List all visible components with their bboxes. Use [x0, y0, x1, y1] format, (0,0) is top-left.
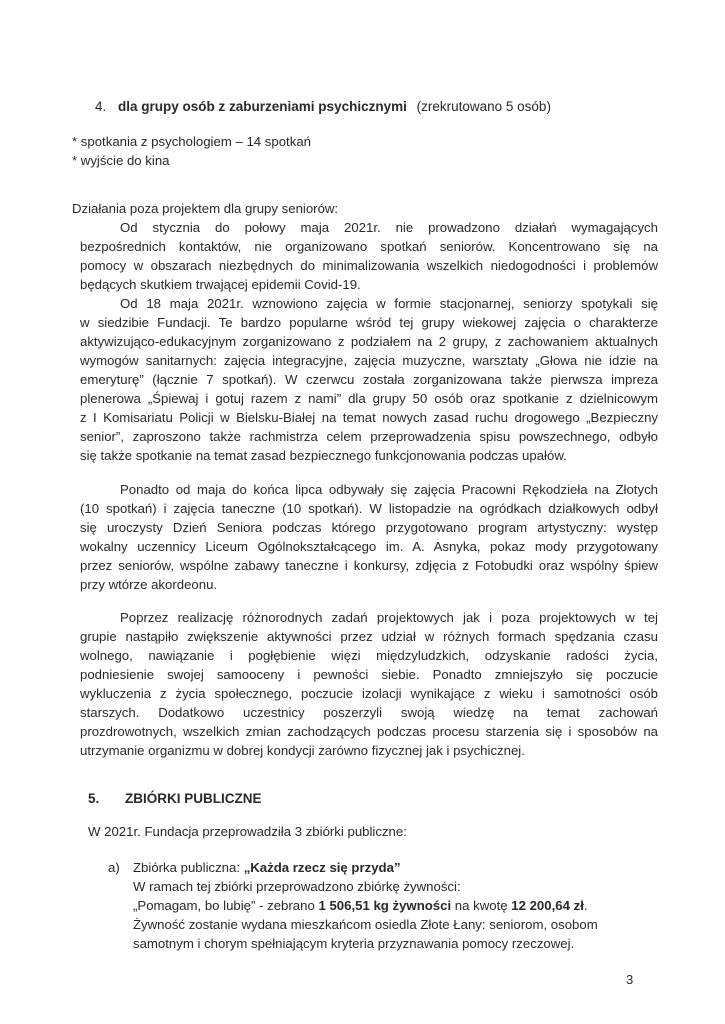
section-5-heading: [88, 790, 262, 808]
paragraph-line: Od 18 maja 2021r. wznowiono zajęcia w formie stacjonarnej, seniorzy spotykali się: [120, 296, 658, 311]
paragraph-line: pomocy w obszarach niezbędnych do minimalizowania wszelkich niedogodności i problemów: [80, 258, 658, 273]
paragraph-line: Ponadto od maja do końca lipca odbywały się zajęcia Pracowni Rękodzieła na Złotych: [120, 482, 658, 497]
paragraph-line: utrzymanie organizmu w dobrej kondycji zarówno fizycznej jak i psychicznej.: [80, 743, 525, 758]
list-marker: a): [108, 860, 120, 875]
food-amount: 1 506,51 kg żywności: [318, 898, 452, 913]
list-item-line: [133, 897, 588, 915]
paragraph-line: Poprzez realizację różnorodnych zadań projektowych jak i poza projektowych w tej: [120, 610, 658, 625]
section-number: 4.: [95, 99, 107, 114]
section-5-intro: W 2021r. Fundacja przeprowadziła 3 zbiórki publiczne:: [88, 824, 407, 839]
paragraph-line: będących skutkiem trwającej epidemii Covid-19.: [80, 277, 361, 292]
list-item-line: samotnym i chorym spełniającym kryteria przyznawania pomocy rzeczowej.: [133, 936, 575, 951]
paragraph-line: Od stycznia do połowy maja 2021r. nie prowadzono działań wymagających: [120, 220, 658, 235]
paragraph-line: grupie nastąpiło zwiększenie aktywności przez udział w różnych formach spędzania czasu: [80, 629, 658, 644]
line-text: „Pomagam, bo lubię” - zebrano: [133, 898, 319, 913]
paragraph-line: wykluczenia z życia społecznego, poczucie izolacji wynikające z wieku i samotności osób: [80, 686, 658, 701]
paragraph-line: z I Komisariatu Policji w Bielsku-Białej na temat nowych zasad ruchu drogowego „Bezpieczny: [80, 410, 658, 425]
paragraph-line: emeryturę” (łącznie 7 spotkań). W czerwcu została zorganizowana także pierwsza impreza: [80, 372, 658, 387]
item-label: Zbiórka publiczna:: [133, 860, 244, 875]
paragraph-line: bezpośrednich kontaktów, nie organizowano spotkań seniorów. Koncentrowano się na: [80, 239, 658, 254]
paragraph-line: prozdrowotnych, wszelkich zmian zachodzących podczas procesu starzenia się i sposobów na: [80, 724, 658, 739]
paragraph-line: senior”, zaproszono także rachmistrza celem przeprowadzenia spisu powszechnego, odbyło: [80, 429, 658, 444]
paragraph-line: plenerowa „Śpiewaj i gotuj razem z nami” dla grupy 50 osób oraz spotkanie z dzielnicowym: [80, 391, 658, 406]
bullet-item: * wyjście do kina: [72, 153, 170, 168]
line-text: .: [583, 898, 588, 913]
paragraph-line: (10 spotkań) i zajęcia taneczne (10 spotkań). W listopadzie na ogródkach działkowych odbył: [80, 501, 658, 516]
outside-project-heading: Działania poza projektem dla grupy seniorów:: [72, 201, 339, 216]
section-title: ZBIÓRKI PUBLICZNE: [125, 791, 262, 806]
section-title: dla grupy osób z zaburzeniami psychicznymi: [118, 99, 407, 114]
section-number: 5.: [88, 791, 100, 806]
list-item-line: Żywność zostanie wydana mieszkańcom osiedla Złote Łany: seniorom, osobom: [133, 917, 598, 932]
paragraph-line: wymogów sanitarnych: zajęcia integracyjne, zajęcia muzyczne, warsztaty „Głowa nie idzie na: [80, 353, 658, 368]
list-item-title: [133, 859, 401, 877]
paragraph-line: podniesienie swojej samooceny i pewności siebie. Ponadto zmniejszyło się poczucie: [80, 667, 658, 682]
page-number: 3: [626, 972, 634, 987]
bullet-item: * spotkania z psychologiem – 14 spotkań: [72, 134, 311, 149]
paragraph-line: w siedzibie Fundacji. Te bardzo popularne wśród tej grupy wiekowej zajęcia o charakterze: [80, 315, 658, 330]
paragraph-line: wokalny uczennicy Liceum Ogólnokształcącego im. A. Asnyka, pokaz mody przygotowany: [80, 539, 658, 554]
item-name: „Każda rzecz się przyda”: [243, 860, 401, 875]
paragraph-line: aktywizująco-edukacyjnym zorganizowano z podziałem na 2 grupy, z zachowaniem aktualnych: [80, 334, 658, 349]
paragraph-line: się uroczysty Dzień Seniora podczas którego przygotowano program artystyczny: występ: [80, 520, 658, 535]
section-4-heading: [95, 98, 551, 116]
list-item-line: W ramach tej zbiórki przeprowadzono zbiórkę żywności:: [133, 879, 461, 894]
paragraph-line: wolnego, nawiązanie i pogłębienie więzi międzyludzkich, odzyskanie radości życia,: [80, 648, 658, 663]
paragraph-line: się także spotkanie na temat zasad bezpiecznego funkcjonowania podczas upałów.: [80, 448, 567, 463]
section-note: (zrekrutowano 5 osób): [416, 99, 551, 114]
paragraph-line: starszych. Dodatkowo uczestnicy poszerzyli swoją wiedzę na temat zachowań: [80, 705, 658, 720]
line-text: na kwotę: [451, 898, 512, 913]
money-amount: 12 200,64 zł: [511, 898, 584, 913]
paragraph-line: przy wtórze akordeonu.: [80, 577, 218, 592]
paragraph-line: przez seniorów, wspólne zabawy taneczne i konkursy, zdjęcia z Fotobudki oraz wspólny śpiew: [80, 558, 658, 573]
